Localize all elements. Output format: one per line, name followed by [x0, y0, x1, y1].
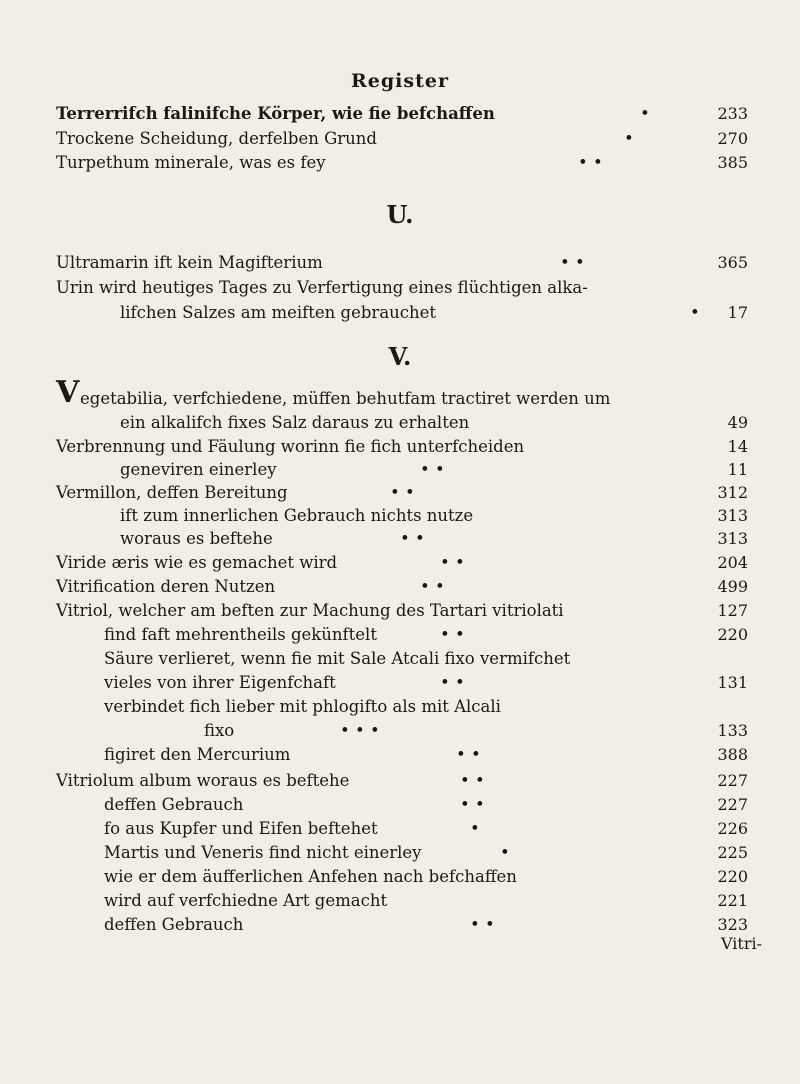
entry-page: 226: [717, 819, 748, 838]
index-entry: [0, 816, 800, 842]
index-entry: [0, 718, 800, 744]
entry-page: 313: [717, 506, 748, 525]
index-entry: [0, 574, 800, 600]
entry-text: wird auf verfchiedne Art gemacht: [104, 891, 388, 910]
entry-text: vieles von ihrer Eigenfchaft: [104, 673, 336, 692]
entry-text: Vermillon, deffen Bereitung: [56, 483, 288, 502]
entry-page: 49: [727, 413, 748, 432]
entry-page: 227: [717, 771, 748, 790]
index-entry: [0, 300, 800, 326]
entry-text: deffen Gebrauch: [104, 795, 244, 814]
index-entry: [0, 101, 800, 127]
entry-page: 312: [717, 483, 748, 502]
entry-text: figiret den Mercurium: [104, 745, 291, 764]
entry-text: Trockene Scheidung, derfelben Grund: [56, 129, 377, 148]
entry-page: 385: [717, 153, 748, 172]
entry-page: 233: [717, 104, 748, 123]
entry-page: 323: [717, 915, 748, 934]
entry-page: 127: [717, 601, 748, 620]
entry-dots: • •: [560, 253, 585, 272]
entry-dots: • •: [420, 460, 445, 479]
entry-dots: •: [470, 819, 480, 838]
entry-page: 388: [717, 745, 748, 764]
entry-page: 270: [717, 129, 748, 148]
entry-page: 133: [717, 721, 748, 740]
drop-initial: V: [56, 375, 80, 410]
entry-text: Vitriolum album woraus es beftehe: [56, 771, 350, 790]
entry-text: Vitrification deren Nutzen: [56, 577, 276, 596]
entry-page: 131: [717, 673, 748, 692]
entry-text: ift zum innerlichen Gebrauch nichts nutze: [120, 506, 474, 525]
index-entry: [0, 694, 800, 720]
entry-page: 11: [727, 460, 748, 479]
entry-text: fo aus Kupfer und Eifen beftehet: [104, 819, 378, 838]
entry-text: Turpethum minerale, was es fey: [56, 153, 326, 172]
index-entry: [0, 888, 800, 914]
entry-page: 225: [717, 843, 748, 862]
index-entry: [0, 598, 800, 624]
entry-dots: •: [624, 129, 634, 148]
entry-page: 14: [727, 437, 748, 456]
entry-dots: • •: [440, 673, 465, 692]
entry-text: verbindet fich lieber mit phlogifto als mit Alcali: [104, 697, 501, 716]
entry-text: fixo: [204, 721, 235, 740]
index-entry: [0, 622, 800, 648]
entry-text: Terrerrifch falinifche Körper, wie fie befchaffen: [56, 104, 495, 123]
entry-page: 365: [717, 253, 748, 272]
entry-page: 221: [717, 891, 748, 910]
index-entry: [0, 742, 800, 768]
entry-dots: • •: [440, 625, 465, 644]
entry-page: 17: [727, 303, 748, 322]
index-entry: [0, 646, 800, 672]
index-entry: [0, 792, 800, 818]
entry-text: woraus es beftehe: [120, 529, 273, 548]
index-entry: [0, 150, 800, 176]
entry-page: 227: [717, 795, 748, 814]
entry-dots: • • •: [340, 721, 380, 740]
entry-dots: • •: [440, 553, 465, 572]
entry-dots: •: [500, 843, 510, 862]
page-header: Register: [351, 70, 449, 92]
entry-text: Verbrennung und Fäulung worinn fie fich unterfcheiden: [56, 437, 525, 456]
entry-page: 220: [717, 625, 748, 644]
entry-text: geneviren einerley: [120, 460, 277, 479]
entry-dots: •: [690, 303, 700, 322]
section-letter-v: V.: [388, 342, 412, 371]
entry-text: Viride æris wie es gemachet wird: [56, 553, 338, 572]
index-entry: [0, 840, 800, 866]
index-entry: [0, 912, 800, 938]
entry-text: Urin wird heutiges Tages zu Verfertigung eines flüchtigen alka-: [56, 278, 588, 297]
entry-dots: • •: [578, 153, 603, 172]
index-entry: [0, 250, 800, 276]
entry-dots: • •: [400, 529, 425, 548]
entry-dots: •: [640, 104, 650, 123]
index-entry: [0, 670, 800, 696]
entry-text: deffen Gebrauch: [104, 915, 244, 934]
entry-text: egetabilia, verfchiedene, müffen behutfam tractiret werden um: [80, 389, 611, 408]
entry-text: Ultramarin ift kein Magifterium: [56, 253, 323, 272]
index-entry: [0, 410, 800, 436]
entry-text: Martis und Veneris find nicht einerley: [104, 843, 422, 862]
entry-text: Säure verlieret, wenn fie mit Sale Atcali fixo vermifchet: [104, 649, 571, 668]
entry-page: 313: [717, 529, 748, 548]
entry-dots: • •: [390, 483, 415, 502]
entry-dots: • •: [460, 795, 485, 814]
entry-text: Vitriol, welcher am beften zur Machung des Tartari vitriolati: [56, 601, 564, 620]
index-entry: [0, 375, 800, 412]
index-entry: [0, 275, 800, 301]
index-entry: [0, 550, 800, 576]
entry-dots: • •: [456, 745, 481, 764]
index-entry: [0, 864, 800, 890]
section-letter-u: U.: [386, 200, 414, 229]
entry-page: 499: [717, 577, 748, 596]
entry-text: wie er dem äufferlichen Anfehen nach befchaffen: [104, 867, 517, 886]
entry-page: 220: [717, 867, 748, 886]
entry-text: ein alkalifch fixes Salz daraus zu erhalten: [120, 413, 470, 432]
entry-dots: • •: [420, 577, 445, 596]
entry-text: lifchen Salzes am meiften gebrauchet: [120, 303, 437, 322]
catchword: Vitri-: [721, 934, 762, 953]
entry-dots: • •: [460, 771, 485, 790]
entry-text: find faft mehrentheils gekünftelt: [104, 625, 377, 644]
entry-dots: • •: [470, 915, 495, 934]
entry-page: 204: [717, 553, 748, 572]
index-entry: [0, 126, 800, 152]
index-entry: [0, 768, 800, 794]
index-entry: [0, 526, 800, 552]
